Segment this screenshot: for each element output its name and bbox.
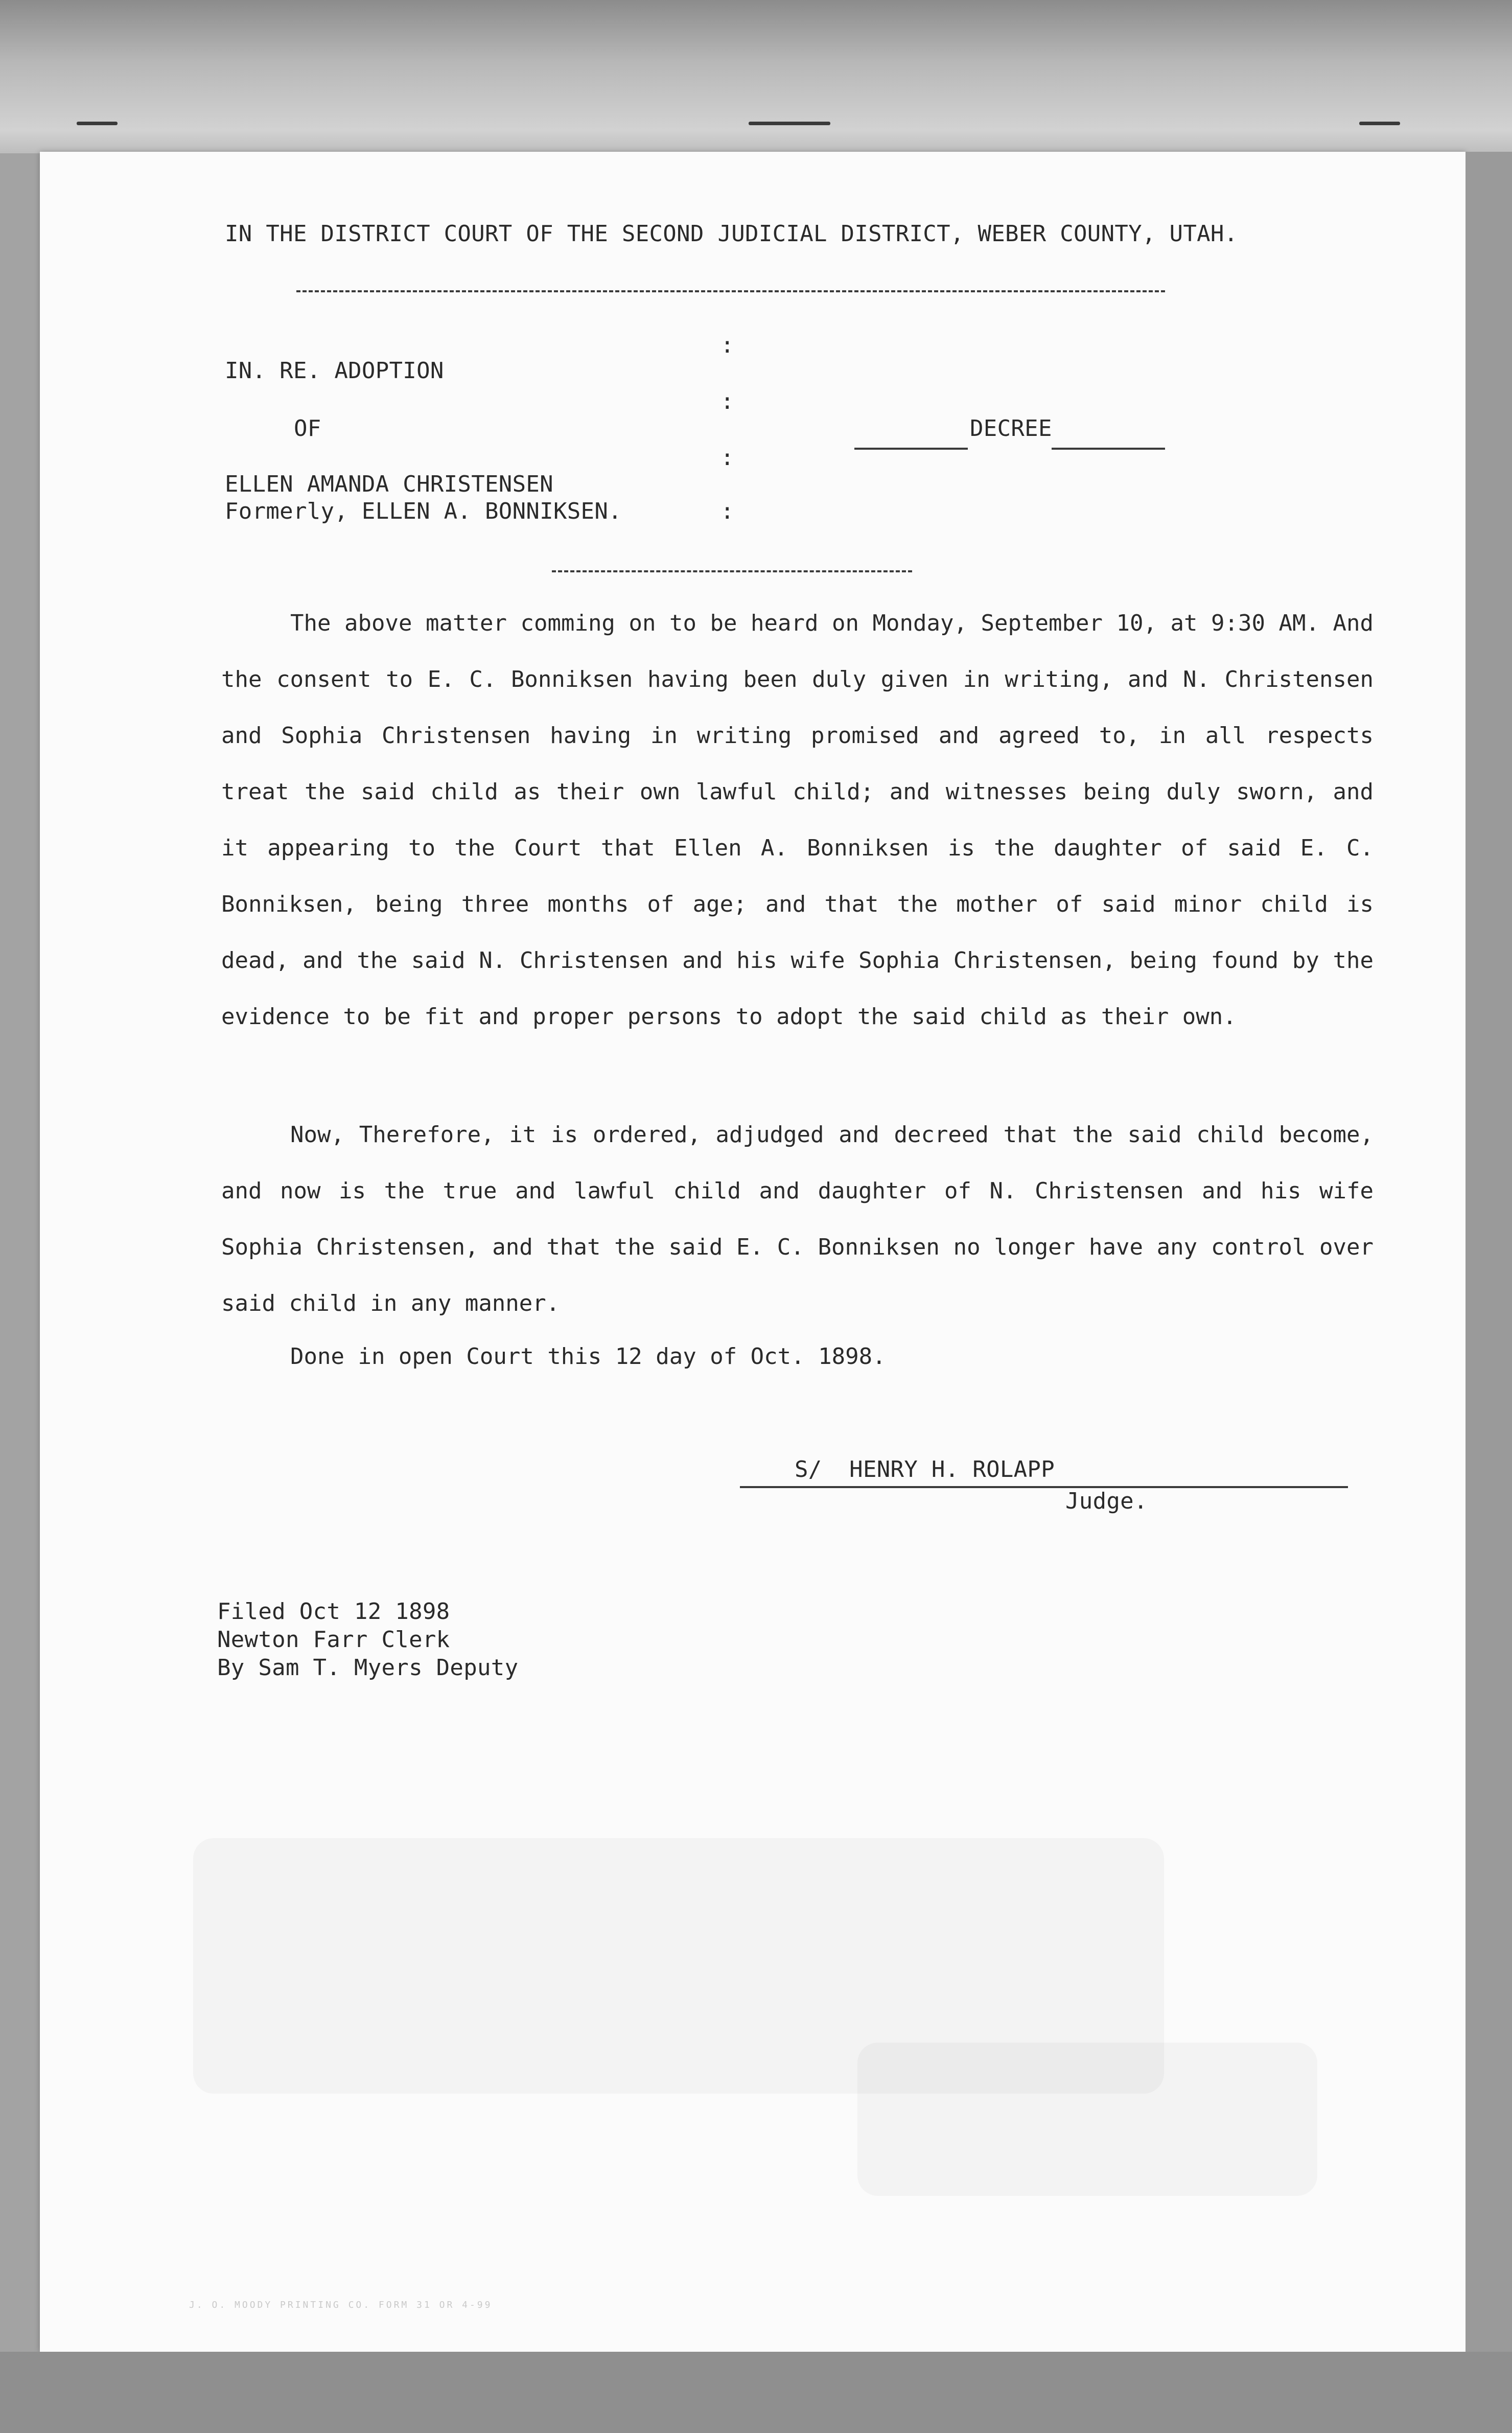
- paragraph-text: The above matter comming on to be heard on Monday, September 10, at 9:30 AM. And the consent to E. C. Bonniksen having been duly given in writing, and N. Christensen and Sophia Christensen having in writing promised and agreed to, in all respects treat the said child as their own lawful child; and witnesses being duly sworn, and it appearing to the Court that Ellen A. Bonniksen is the daughter of said E. C. Bonniksen, being three months of age; and that the mother of said minor child is dead, and the said N. Christensen and his wife Sophia Christensen, being found by the evidence to be fit and proper persons to adopt the said child as their own.: [221, 610, 1374, 1030]
- scan-background-top: [0, 0, 1512, 153]
- scan-background-bottom: [0, 2352, 1512, 2433]
- caption-line-of: OF: [294, 415, 321, 442]
- paragraph-text: Now, Therefore, it is ordered, adjudged and decreed that the said child become, and now is the true and lawful child and daughter of N. Christensen and his wife Sophia Christensen, and that the said E. C. Bonniksen no longer have any control over said child in any manner.: [221, 1122, 1374, 1316]
- decree-underline-right: [1052, 448, 1165, 450]
- judge-title: Judge.: [1065, 1488, 1148, 1514]
- binder-mark-center: [749, 122, 830, 125]
- sheet-edge: [1466, 152, 1512, 2352]
- caption-line-former-name: Formerly, ELLEN A. BONNIKSEN.: [225, 498, 622, 524]
- binder-mark-left: [77, 122, 118, 125]
- paragraph-text: Done in open Court this 12 day of Oct. 1898.: [290, 1343, 886, 1370]
- caption-line-name: ELLEN AMANDA CHRISTENSEN: [225, 471, 553, 497]
- judge-signature: S/ HENRY H. ROLAPP: [795, 1456, 1055, 1482]
- caption-colon: :: [720, 332, 734, 358]
- caption-colon: :: [720, 498, 734, 524]
- printer-imprint: J. O. MOODY PRINTING CO. FORM 31 OR 4-99: [189, 2300, 493, 2310]
- paragraph-done: [221, 1329, 1374, 1385]
- caption-rule: [552, 570, 912, 572]
- binder-mark-right: [1359, 122, 1400, 125]
- signature-line: [740, 1486, 1348, 1488]
- filing-date: Filed Oct 12 1898: [217, 1598, 450, 1625]
- filing-clerk: Newton Farr Clerk: [217, 1627, 450, 1653]
- bleed-through-shadow: [857, 2043, 1317, 2196]
- caption-line-adoption: IN. RE. ADOPTION: [225, 358, 444, 384]
- document-type: DECREE: [970, 415, 1052, 442]
- paragraph-order: [221, 1107, 1374, 1332]
- heading-rule: [296, 290, 1165, 292]
- caption-colon: :: [720, 445, 734, 471]
- paragraph-facts: [221, 595, 1374, 1045]
- court-heading: IN THE DISTRICT COURT OF THE SECOND JUDICIAL DISTRICT, WEBER COUNTY, UTAH.: [225, 221, 1238, 247]
- filing-deputy: By Sam T. Myers Deputy: [217, 1655, 519, 1681]
- decree-underline-left: [854, 448, 968, 450]
- caption-colon: :: [720, 388, 734, 414]
